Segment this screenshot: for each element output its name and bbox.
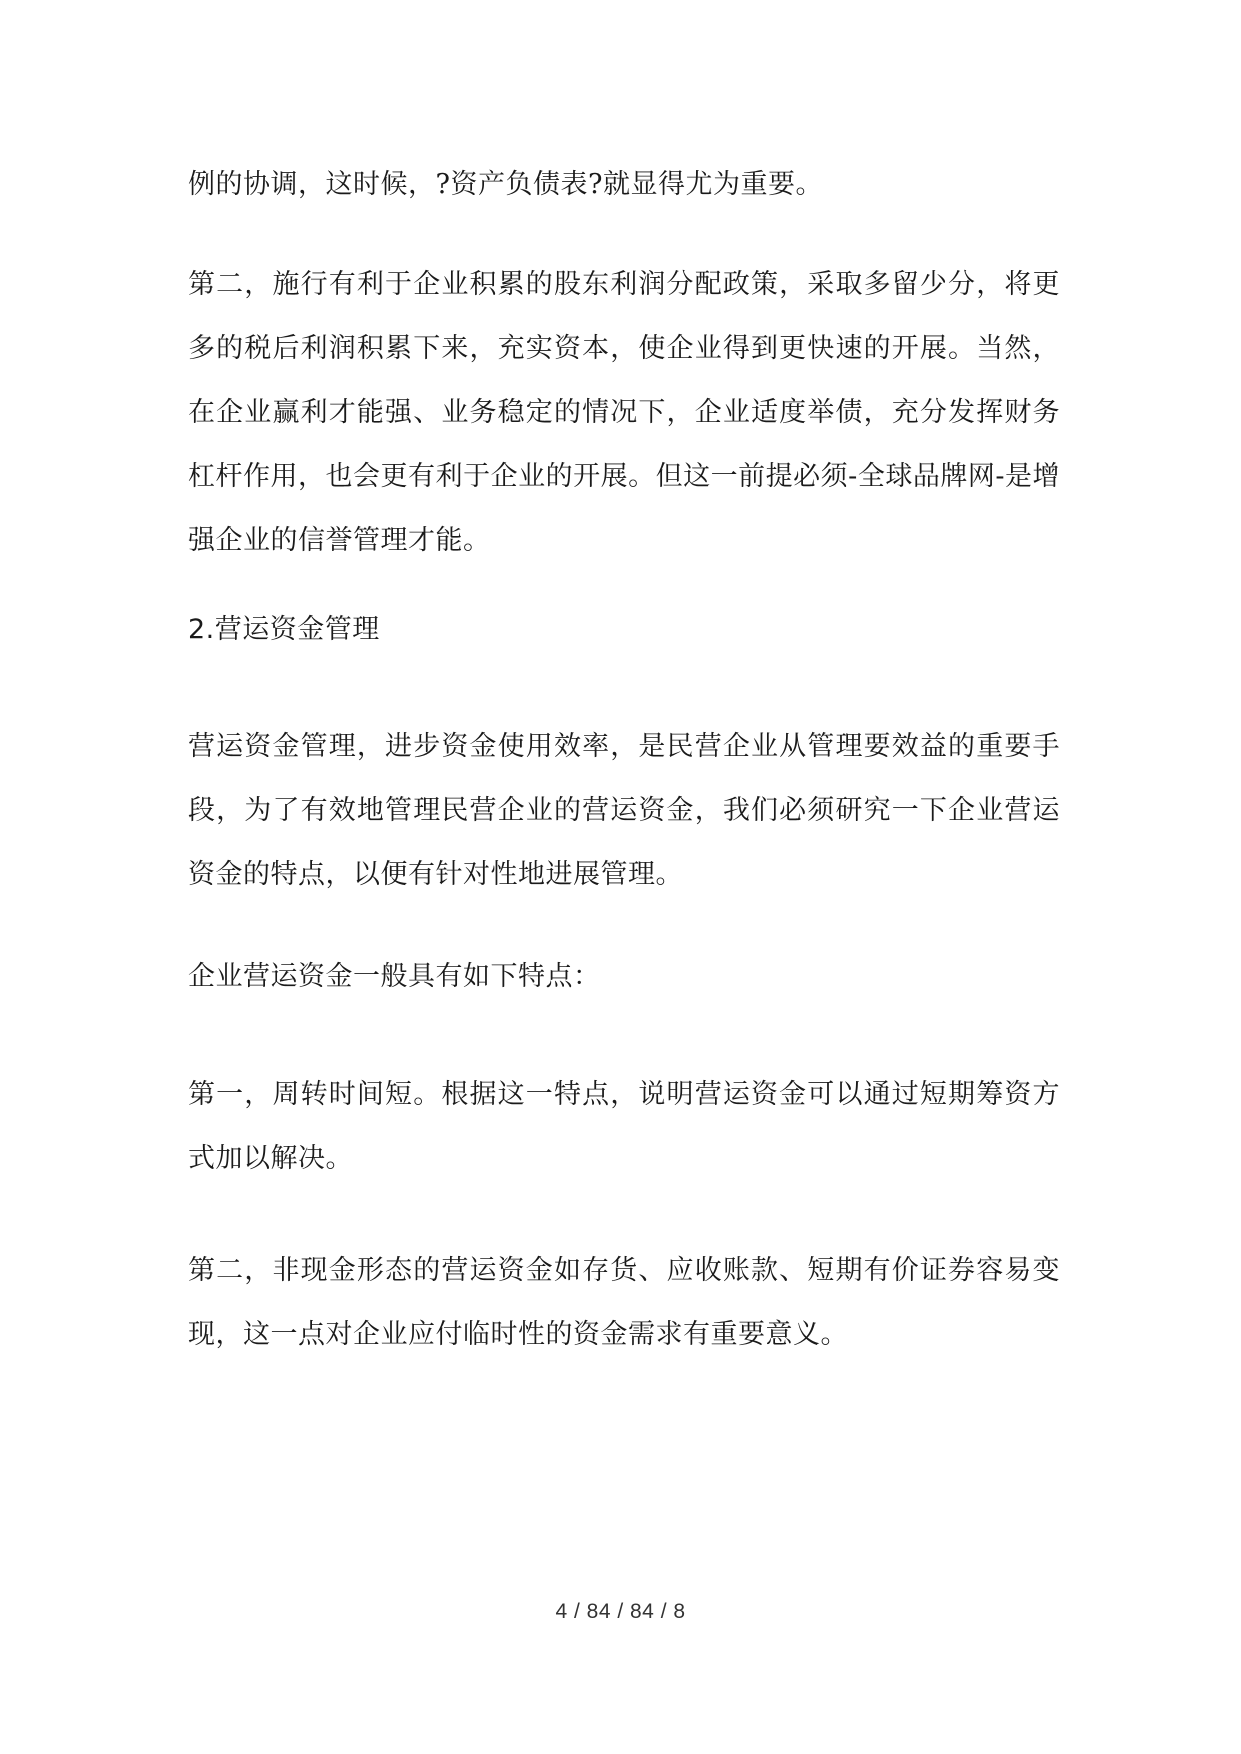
paragraph-3: 营运资金管理，进步资金使用效率，是民营企业从管理要效益的重要手段，为了有效地管理民营企业的营运资金，我们必须研究一下企业营运资金的特点，以便有针对性地进展管理。	[188, 731, 1060, 890]
paragraph-5: 第一，周转时间短。根据这一特点，说明营运资金可以通过短期筹资方式加以解决。	[188, 1079, 1060, 1174]
paragraph-6: 第二，非现金形态的营运资金如存货、应收账款、短期有价证券容易变现，这一点对企业应付临时性的资金需求有重要意义。	[188, 1255, 1060, 1350]
paragraph-2: 第二，施行有利于企业积累的股东利润分配政策，采取多留少分，将更多的税后利润积累下来，充实资本，使企业得到更快速的开展。当然，在企业赢利才能强、业务稳定的情况下，企业适度举债，充分发挥财务杠杆作用，也会更有利于企业的开展。但这一前提必须-全球品牌网-是增强企业的信誉管理才能。	[188, 269, 1060, 556]
page-number: 4 / 84 / 84 / 8	[555, 1600, 686, 1623]
section-heading: 2.营运资金管理	[188, 614, 380, 645]
paragraph-1: 例的协调，这时候，?资产负债表?就显得尤为重要。	[188, 169, 823, 200]
paragraph-4: 企业营运资金一般具有如下特点：	[188, 961, 601, 992]
